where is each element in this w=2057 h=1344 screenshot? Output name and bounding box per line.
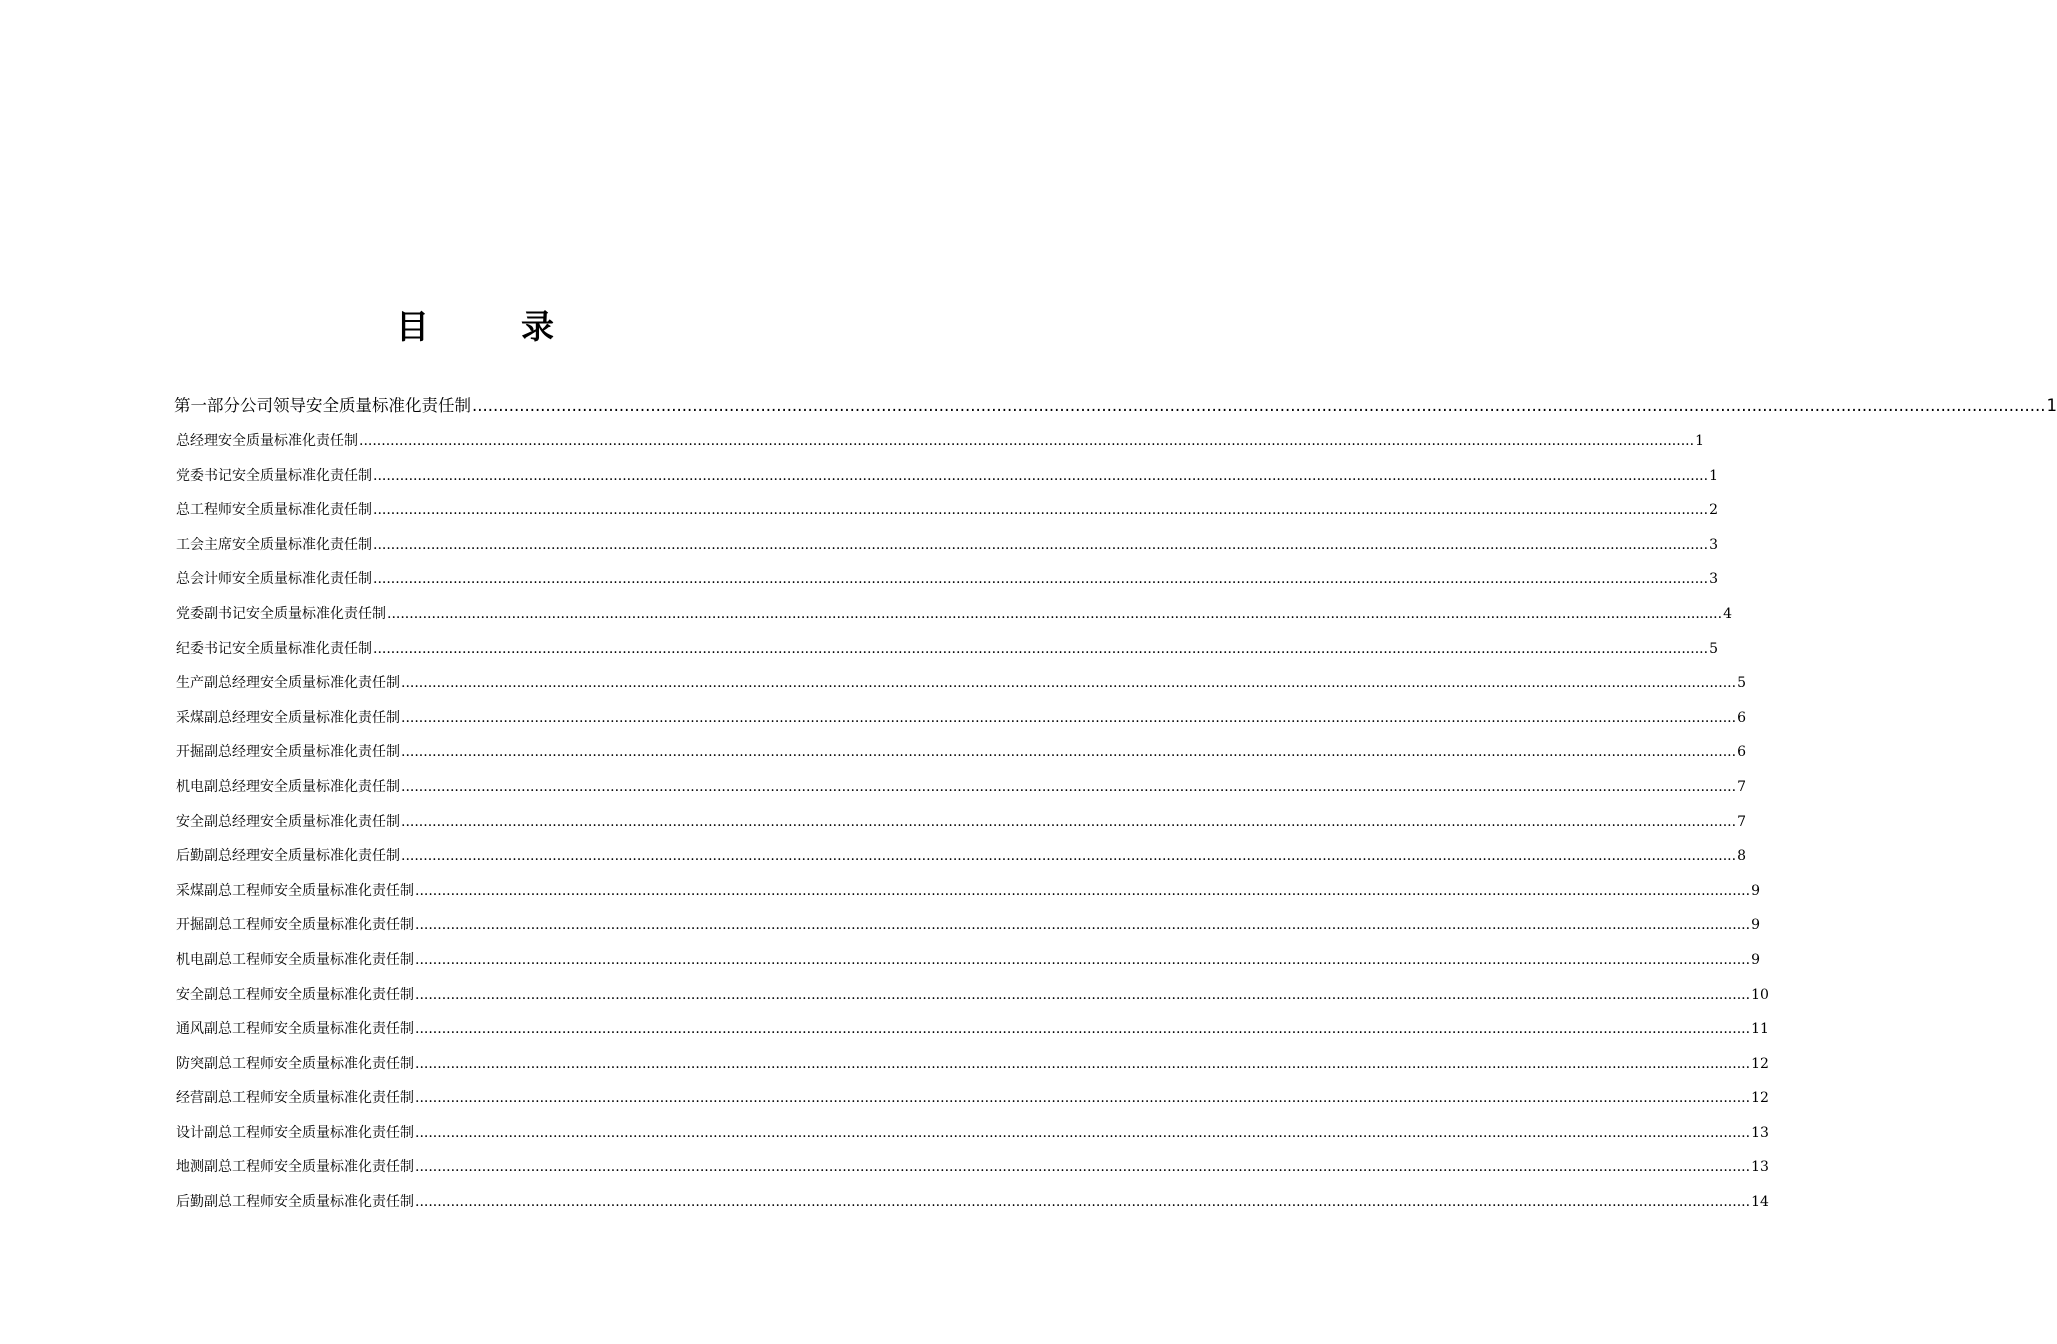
toc-leader-dots: ............................................................................................................................................................................................................................................................................................................ <box>401 709 1737 726</box>
toc-entry-text: 后勤副总经理安全质量标准化责任制 <box>176 848 400 865</box>
toc-entry[interactable] <box>174 839 1746 874</box>
toc-entry-text: 党委书记安全质量标准化责任制 <box>176 467 372 484</box>
toc-leader-dots: ............................................................................................................................................................................................................................................................................................................ <box>401 848 1737 865</box>
toc-part-page: 1 <box>2046 396 2057 415</box>
toc-entry[interactable] <box>174 1116 1769 1151</box>
toc-entry[interactable] <box>174 735 1746 770</box>
toc-leader-dots: ............................................................................................................................................................................................................................................................................................................ <box>415 1055 1751 1072</box>
toc-entry[interactable] <box>174 493 1718 528</box>
toc-leader-dots: ............................................................................................................................................................................................................................................................................................................ <box>415 986 1751 1003</box>
toc-entry-page: 10 <box>1751 986 1769 1003</box>
toc-leader-dots: ............................................................................................................................................................................................................................................................................................................ <box>415 917 1751 934</box>
toc-entry-text: 纪委书记安全质量标准化责任制 <box>176 640 372 657</box>
toc-entry-page: 1 <box>1709 467 1718 484</box>
toc-entry[interactable] <box>174 943 1760 978</box>
toc-entry[interactable] <box>174 1012 1769 1047</box>
toc-entry-page: 3 <box>1709 571 1718 588</box>
toc-entry-text: 总工程师安全质量标准化责任制 <box>176 502 372 519</box>
toc-leader-dots: ............................................................................................................................................................................................................................................................................................................ <box>373 640 1709 657</box>
toc-entry-page: 1 <box>1695 433 1704 449</box>
toc-entry-text: 安全副总工程师安全质量标准化责任制 <box>176 986 414 1003</box>
toc-entry-page: 13 <box>1751 1124 1769 1141</box>
page-title <box>0 305 950 349</box>
toc-leader-dots: ............................................................................................................................................................................................................................................................................................................ <box>359 433 1695 449</box>
toc-leader-dots: ............................................................................................................................................................................................................................................................................................................ <box>415 1194 1751 1211</box>
toc-entry-text: 通风副总工程师安全质量标准化责任制 <box>176 1021 414 1038</box>
toc-entry-page: 5 <box>1737 675 1746 692</box>
toc-entry[interactable] <box>174 562 1718 597</box>
toc-leader-dots: ............................................................................................................................................................................................................................................................................................................ <box>373 467 1709 484</box>
toc-entry[interactable] <box>174 632 1718 667</box>
toc-entry[interactable] <box>174 459 1718 494</box>
toc-leader-dots: ............................................................................................................................................................................................................................................................................................................ <box>373 502 1709 519</box>
toc-entry-page: 8 <box>1737 848 1746 865</box>
toc-entry-text: 党委副书记安全质量标准化责任制 <box>176 605 386 622</box>
toc-entry[interactable] <box>174 978 1769 1013</box>
toc-entry-text: 采煤副总经理安全质量标准化责任制 <box>176 709 400 726</box>
toc-leader-dots: ............................................................................................................................................................................................................................................................................................................ <box>401 744 1737 761</box>
toc-entry-page: 9 <box>1751 882 1760 899</box>
toc-leader-dots: ............................................................................................................................................................................................................................................................................................................ <box>373 536 1709 553</box>
toc-entry-page: 6 <box>1737 744 1746 761</box>
toc-entry[interactable] <box>174 770 1746 805</box>
toc-entry-page: 5 <box>1709 640 1718 657</box>
toc-leader-dots: ............................................................................................................................................................................................................................................................................................................ <box>415 1090 1751 1107</box>
toc-entry-text: 设计副总工程师安全质量标准化责任制 <box>176 1124 414 1141</box>
toc-leader-dots: ............................................................................................................................................................................................................................................................................................................ <box>401 813 1737 830</box>
toc-leader-dots: ............................................................................................................................................................................................................................................................................................................ <box>472 396 2046 415</box>
toc-entry-page: 9 <box>1751 951 1760 968</box>
toc-part-entry[interactable] <box>174 390 2057 422</box>
toc-entry-text: 工会主席安全质量标准化责任制 <box>176 536 372 553</box>
toc-entry-page: 14 <box>1751 1194 1769 1211</box>
toc-leader-dots: ............................................................................................................................................................................................................................................................................................................ <box>415 1159 1751 1176</box>
toc-part-text: 公司领导安全质量标准化责任制 <box>240 396 471 415</box>
title-char-left: 目 <box>396 307 429 346</box>
toc-entry[interactable] <box>174 908 1760 943</box>
toc-item-list <box>174 424 1769 1220</box>
toc-entry-page: 13 <box>1751 1159 1769 1176</box>
toc-entry-text: 总经理安全质量标准化责任制 <box>176 433 358 449</box>
toc-entry-text: 开掘副总工程师安全质量标准化责任制 <box>176 917 414 934</box>
toc-entry-page: 4 <box>1723 605 1732 622</box>
toc-entry[interactable] <box>174 424 1704 459</box>
toc-entry-text: 生产副总经理安全质量标准化责任制 <box>176 675 400 692</box>
toc-entry-page: 7 <box>1737 813 1746 830</box>
toc-entry[interactable] <box>174 701 1746 736</box>
toc-entry-text: 总会计师安全质量标准化责任制 <box>176 571 372 588</box>
toc-entry[interactable] <box>174 528 1718 563</box>
toc-part-label: 第一部分 <box>174 396 240 415</box>
toc-entry[interactable] <box>174 805 1746 840</box>
toc-leader-dots: ............................................................................................................................................................................................................................................................................................................ <box>415 1124 1751 1141</box>
toc-entry-text: 防突副总工程师安全质量标准化责任制 <box>176 1055 414 1072</box>
toc-entry-text: 地测副总工程师安全质量标准化责任制 <box>176 1159 414 1176</box>
toc-entry-text: 机电副总经理安全质量标准化责任制 <box>176 778 400 795</box>
title-char-right: 录 <box>521 307 554 346</box>
toc-entry-page: 12 <box>1751 1055 1769 1072</box>
toc-entry-text: 安全副总经理安全质量标准化责任制 <box>176 813 400 830</box>
toc-leader-dots: ............................................................................................................................................................................................................................................................................................................ <box>401 778 1737 795</box>
toc-entry[interactable] <box>174 874 1760 909</box>
toc-entry-page: 9 <box>1751 917 1760 934</box>
toc-entry[interactable] <box>174 666 1746 701</box>
toc-entry[interactable] <box>174 1081 1769 1116</box>
toc-leader-dots: ............................................................................................................................................................................................................................................................................................................ <box>415 882 1751 899</box>
toc-leader-dots: ............................................................................................................................................................................................................................................................................................................ <box>373 571 1709 588</box>
toc-entry-text: 采煤副总工程师安全质量标准化责任制 <box>176 882 414 899</box>
toc-entry-page: 2 <box>1709 502 1718 519</box>
toc-entry-text: 后勤副总工程师安全质量标准化责任制 <box>176 1194 414 1211</box>
toc-entry-text: 机电副总工程师安全质量标准化责任制 <box>176 951 414 968</box>
toc-entry-page: 3 <box>1709 536 1718 553</box>
toc-leader-dots: ............................................................................................................................................................................................................................................................................................................ <box>415 951 1751 968</box>
toc-entry[interactable] <box>174 597 1732 632</box>
toc-entry-text: 开掘副总经理安全质量标准化责任制 <box>176 744 400 761</box>
toc-entry[interactable] <box>174 1150 1769 1185</box>
toc-entry[interactable] <box>174 1185 1769 1220</box>
toc-entry-page: 12 <box>1751 1090 1769 1107</box>
toc-entry-page: 6 <box>1737 709 1746 726</box>
toc-entry[interactable] <box>174 1047 1769 1082</box>
toc-leader-dots: ............................................................................................................................................................................................................................................................................................................ <box>401 675 1737 692</box>
toc-leader-dots: ............................................................................................................................................................................................................................................................................................................ <box>415 1021 1751 1038</box>
toc-entry-page: 7 <box>1737 778 1746 795</box>
toc-entry-page: 11 <box>1751 1021 1769 1038</box>
toc-leader-dots: ............................................................................................................................................................................................................................................................................................................ <box>387 605 1723 622</box>
toc-entry-text: 经营副总工程师安全质量标准化责任制 <box>176 1090 414 1107</box>
table-of-contents <box>174 390 2057 1220</box>
